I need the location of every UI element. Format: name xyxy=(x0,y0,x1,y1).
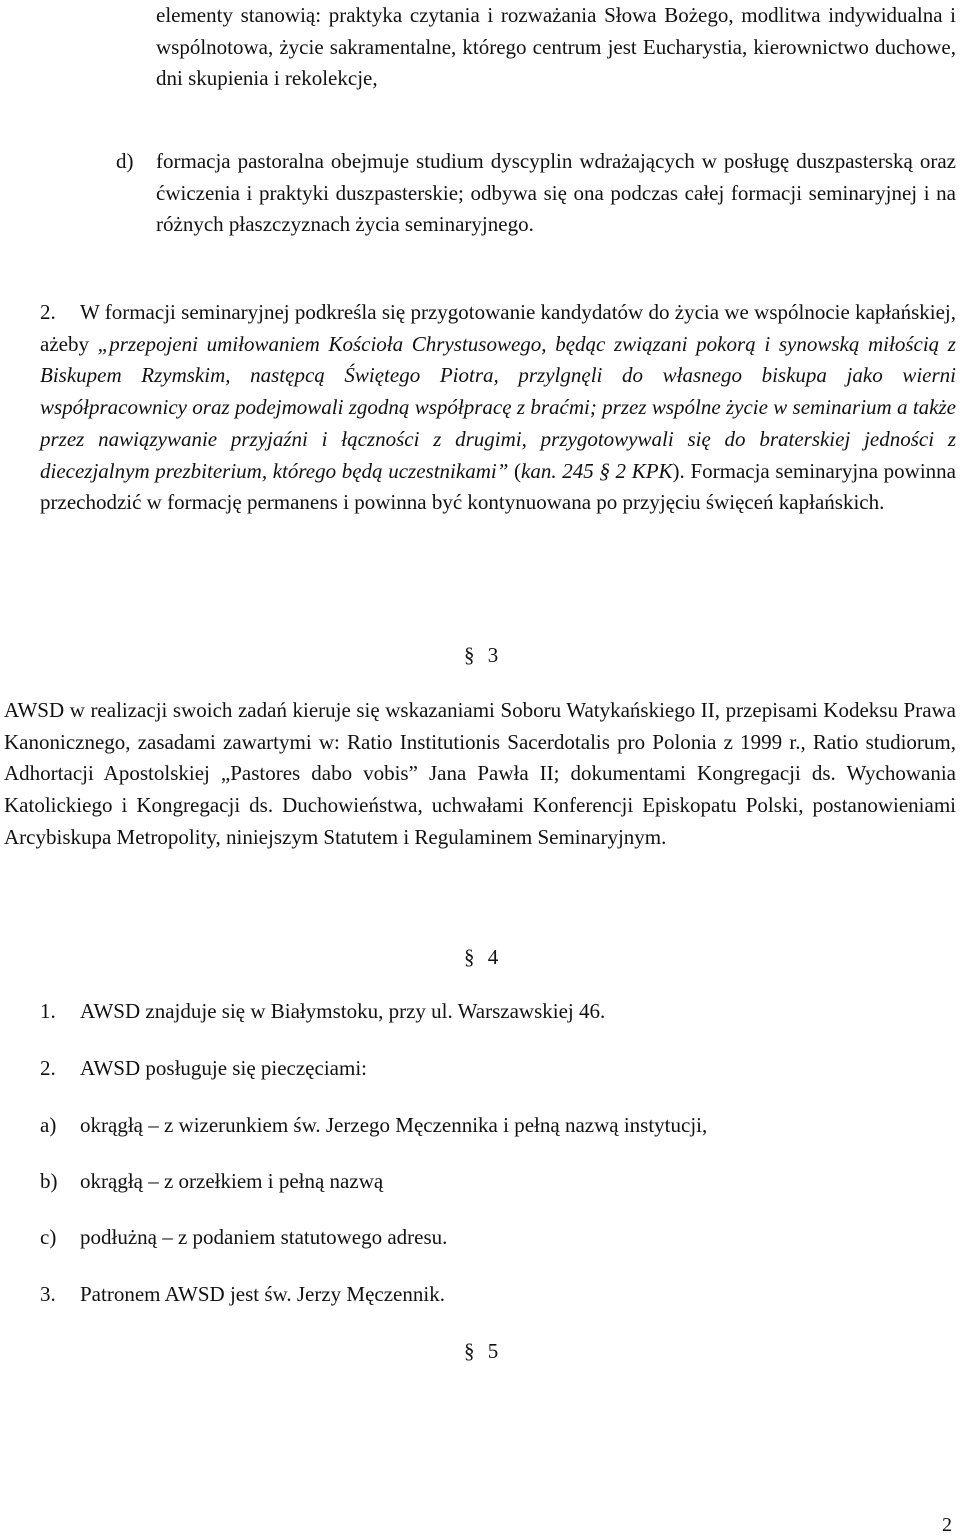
section-number: 3 xyxy=(487,643,499,667)
point-2-body xyxy=(40,297,956,519)
point-2-citation: kan. 245 § 2 KPK xyxy=(521,458,673,483)
list-item-d xyxy=(116,146,956,241)
point-2-tail: ). Formacja seminaryjna powinna przechodzić w formację permanens i powinna być kontynuowana po przyjęciu święceń kapłańskich. xyxy=(40,458,956,515)
section-heading-5 xyxy=(0,1336,960,1366)
list-marker: a) xyxy=(40,1113,57,1137)
list-item-text: podłużną – z podaniem statutowego adresu. xyxy=(80,1225,448,1249)
section-symbol: § xyxy=(464,945,475,969)
list-marker: 3. xyxy=(40,1282,56,1306)
point-2-cite-open: ( xyxy=(508,458,522,483)
list-marker-d: d) xyxy=(116,149,134,173)
section-3-text: AWSD w realizacji swoich zadań kieruje się wskazaniami Soboru Watykańskiego II, przepisami Kodeksu Prawa Kanonicznego, zasadami zawartymi w: Ratio Institutionis Sacerdotalis pro Polonia z 1999 r., Ratio studiorum, Adhortacji Apostolskiej „Pastores dabo vobis” Jana Pawła II; dokumentami Kongregacji ds. Wychowania Katolickiego i Kongregacji ds. Duchowieństwa, uchwałami Konferencji Episkopatu Polski, postanowieniami Arcybiskupa Metropolity, niniejszym Statutem i Regulaminem Seminaryjnym. xyxy=(4,698,956,849)
list-item-text: Patronem AWSD jest św. Jerzy Męczennik. xyxy=(80,1282,445,1306)
section-number: 5 xyxy=(487,1339,499,1363)
page-number: 2 xyxy=(942,1514,952,1536)
section-heading-4 xyxy=(0,942,960,972)
list-item-text: AWSD posługuje się pieczęciami: xyxy=(80,1056,367,1080)
list-marker: b) xyxy=(40,1169,58,1193)
point-2-lead: W formacji seminaryjnej podkreśla się przygotowanie kandydatów do życia we wspólnocie kapłańskiej, ażeby xyxy=(40,300,956,356)
list-item xyxy=(40,996,605,1026)
point-2 xyxy=(40,297,956,519)
intro-paragraph xyxy=(156,0,956,95)
list-item xyxy=(40,1222,447,1252)
section-symbol: § xyxy=(464,1339,475,1363)
point-2-quote: „przepojeni umiłowaniem Kościoła Chrystusowego, będąc związani pokorą i synowską miłością z Biskupem Rzymskim, następcą Świętego Piotra, przylgnęli do własnego biskupa jako wierni współpracownicy oraz podejmowali zgodną współpracę z braćmi; przez wspólne życie w seminarium a także przez nawiązywanie przyjaźni i łączności z drugimi, przygotowywali się do braterskiej jedności z diecezjalnym prezbiterium, którego będą uczestnikami” xyxy=(40,331,956,483)
list-item-text: okrągłą – z orzełkiem i pełną nazwą xyxy=(80,1169,384,1193)
list-marker: 1. xyxy=(40,999,56,1023)
point-2-marker: 2. xyxy=(40,300,56,324)
section-3-paragraph xyxy=(4,695,956,854)
section-number: 4 xyxy=(487,945,499,969)
section-heading-3 xyxy=(0,640,960,670)
list-item xyxy=(40,1053,367,1083)
list-item-d-text: formacja pastoralna obejmuje studium dyscyplin wdrażających w posługę duszpasterską oraz ćwiczenia i praktyki duszpasterskie; odbywa się ona podczas całej formacji seminaryjnej i na różnych płaszczyznach życia seminaryjnego. xyxy=(156,149,956,237)
list-marker: 2. xyxy=(40,1056,56,1080)
list-marker: c) xyxy=(40,1225,57,1249)
list-item xyxy=(40,1110,707,1140)
list-item-text: AWSD znajduje się w Białymstoku, przy ul. Warszawskiej 46. xyxy=(80,999,606,1023)
list-item-text: okrągłą – z wizerunkiem św. Jerzego Męczennika i pełną nazwą instytucji, xyxy=(80,1113,708,1137)
list-item xyxy=(40,1166,383,1196)
list-item xyxy=(40,1279,445,1309)
section-symbol: § xyxy=(464,643,475,667)
intro-text: elementy stanowią: praktyka czytania i rozważania Słowa Bożego, modlitwa indywidualna i wspólnotowa, życie sakramentalne, którego centrum jest Eucharystia, kierownictwo duchowe, dni skupienia i rekolekcje, xyxy=(156,3,956,91)
